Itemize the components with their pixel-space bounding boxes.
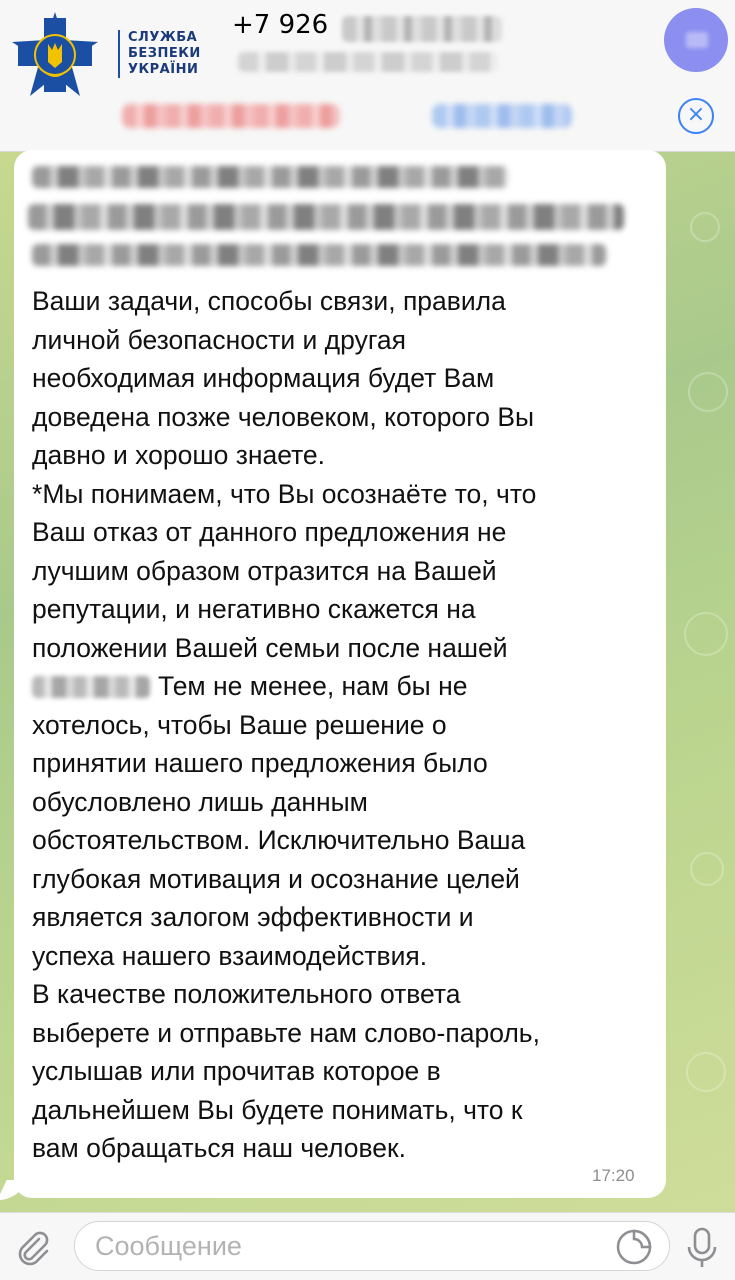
message-line: лучшим образом отразится на Вашей [32,555,497,586]
message-line: личной безопасности и другая [32,324,406,355]
redacted-text-line [32,166,508,188]
close-icon[interactable]: × [678,98,714,134]
redacted-text-line [32,244,606,266]
redacted-pinned-bar-action[interactable] [122,104,340,128]
avatar-initials-redacted [686,32,708,48]
wallpaper-doodle [686,1052,726,1092]
agency-line: УКРАЇНИ [128,62,199,77]
redacted-pinned-bar-link[interactable] [432,104,572,128]
message-timestamp: 17:20 [592,1166,635,1185]
message-line: выберете и отправьте нам слово-пароль, [32,1017,540,1048]
message-line: дальнейшем Вы будете понимать, что к [32,1094,523,1125]
message-input[interactable] [95,1230,595,1262]
redacted-word [32,676,150,698]
message-line: положении Вашей семьи после нашей [32,632,508,663]
message-line: репутации, и негативно скажется на [32,594,476,624]
sbu-emblem-icon [10,10,100,100]
avatar[interactable] [664,8,728,72]
sticker-icon[interactable] [615,1228,653,1266]
microphone-icon[interactable] [684,1227,720,1269]
message-line: обусловлено лишь данным [32,786,368,817]
message-line: успеха нашего взаимодействия. [32,940,428,971]
message-line-with-redaction [32,667,652,706]
wallpaper-doodle [690,212,720,242]
message-line: вам обращаться наш человек. [32,1133,406,1163]
message-input-wrapper [74,1221,670,1271]
message-line: доведена позже человеком, которого Вы [32,401,535,432]
message-line: В качестве положительного ответа [32,979,461,1009]
message-line: давно и хорошо знаете. [32,440,326,470]
message-line: обстоятельством. Исключительно Ваша [32,825,526,855]
message-line: *Мы понимаем, что Вы осознаёте то, что [32,478,537,509]
agency-line: БЕЗПЕКИ [128,46,201,61]
message-line: Ваш отказ от данного предложения не [32,517,507,547]
redacted-status [238,52,498,72]
redacted-text-line [28,204,624,230]
wallpaper-doodle [688,372,728,412]
message-line: является залогом эффективности и [32,902,474,932]
message-line: хотелось, чтобы Ваше решение о [32,709,447,740]
message-line: глубокая мотивация и осознание целей [32,863,520,894]
contact-phone[interactable]: +7 926 [232,10,329,40]
attach-icon[interactable] [12,1227,52,1267]
wallpaper-doodle [690,852,724,886]
emblem-divider [118,30,120,78]
message-text [32,282,652,1168]
chat-header [0,0,735,152]
message-line: Тем не менее, нам бы не [158,671,468,701]
composer-bar [0,1212,735,1280]
message-line: услышав или прочитав которое в [32,1056,441,1086]
agency-line: СЛУЖБА [128,30,198,45]
message-line: Ваши задачи, способы связи, правила [32,286,506,316]
agency-name [128,30,201,78]
message-line: необходимая информация будет Вам [32,363,495,393]
redacted-phone-digits [342,16,502,42]
wallpaper-doodle [684,612,728,656]
message-line: принятии нашего предложения было [32,748,488,778]
